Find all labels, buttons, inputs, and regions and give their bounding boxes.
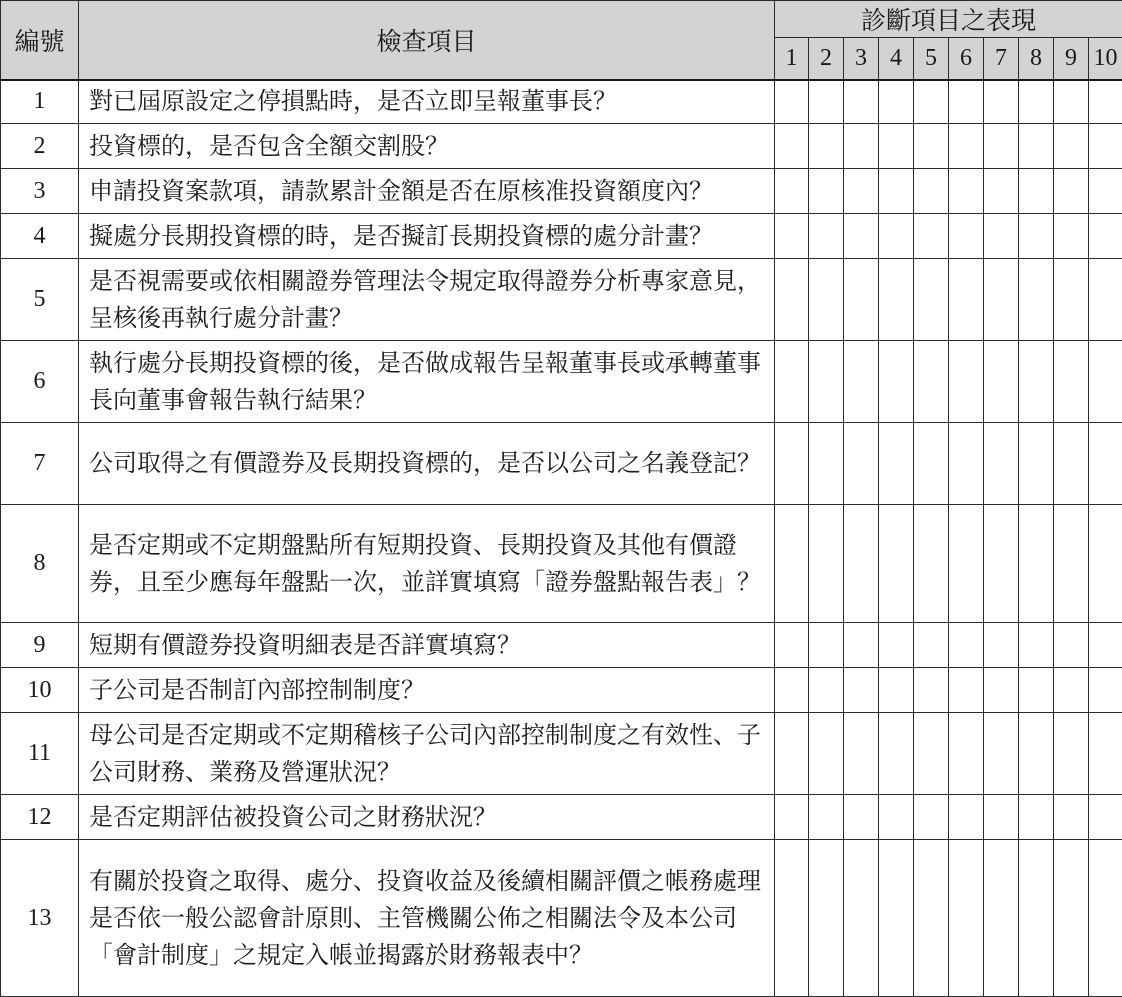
- table-row: [1, 505, 1122, 623]
- score-cell[interactable]: [984, 341, 1019, 423]
- score-cell[interactable]: [879, 505, 914, 623]
- score-cell[interactable]: [844, 124, 879, 169]
- table-row: [1, 840, 1122, 997]
- score-cell[interactable]: [1089, 124, 1122, 169]
- score-cell[interactable]: [809, 259, 844, 341]
- score-cell[interactable]: [1019, 623, 1054, 668]
- row-number: 1: [1, 80, 79, 124]
- score-cell[interactable]: [844, 423, 879, 505]
- score-cell[interactable]: [1019, 713, 1054, 795]
- score-cell[interactable]: [1019, 668, 1054, 713]
- row-number: 8: [1, 505, 79, 623]
- score-header-8: 8: [1019, 38, 1054, 80]
- score-cell[interactable]: [1089, 623, 1122, 668]
- check-item-text: 短期有價證券投資明細表是否詳實填寫？: [79, 623, 775, 668]
- row-number: 11: [1, 713, 79, 795]
- score-cell[interactable]: [1089, 668, 1122, 713]
- score-cell[interactable]: [844, 80, 879, 124]
- score-cell[interactable]: [1089, 341, 1122, 423]
- score-cell[interactable]: [984, 713, 1019, 795]
- table-row: [1, 214, 1122, 259]
- score-cell[interactable]: [844, 341, 879, 423]
- score-cell[interactable]: [879, 214, 914, 259]
- score-cell[interactable]: [1019, 259, 1054, 341]
- row-number: 9: [1, 623, 79, 668]
- score-cell[interactable]: [914, 795, 949, 840]
- score-cell[interactable]: [1019, 795, 1054, 840]
- score-header-7: 7: [984, 38, 1019, 80]
- score-cell[interactable]: [984, 668, 1019, 713]
- score-cell[interactable]: [844, 214, 879, 259]
- score-cell[interactable]: [949, 214, 984, 259]
- score-cell[interactable]: [879, 80, 914, 124]
- score-cell[interactable]: [775, 124, 809, 169]
- score-cell[interactable]: [914, 80, 949, 124]
- score-cell[interactable]: [844, 668, 879, 713]
- table-row: [1, 795, 1122, 840]
- score-cell[interactable]: [949, 80, 984, 124]
- score-cell[interactable]: [809, 840, 844, 997]
- score-header-6: 6: [949, 38, 984, 80]
- score-cell[interactable]: [1089, 169, 1122, 214]
- score-cell[interactable]: [879, 341, 914, 423]
- score-cell[interactable]: [1019, 169, 1054, 214]
- score-cell[interactable]: [844, 259, 879, 341]
- table-row: [1, 668, 1122, 713]
- check-item-text: 是否定期評估被投資公司之財務狀況？: [79, 795, 775, 840]
- score-cell[interactable]: [844, 713, 879, 795]
- score-cell[interactable]: [809, 214, 844, 259]
- score-cell[interactable]: [914, 423, 949, 505]
- score-cell[interactable]: [879, 259, 914, 341]
- score-cell[interactable]: [879, 623, 914, 668]
- score-header-10: 10: [1089, 38, 1122, 80]
- score-cell[interactable]: [1054, 623, 1089, 668]
- table-row: [1, 623, 1122, 668]
- score-cell[interactable]: [775, 423, 809, 505]
- score-cell[interactable]: [775, 795, 809, 840]
- row-number: 12: [1, 795, 79, 840]
- score-cell[interactable]: [809, 623, 844, 668]
- check-item-text: 有關於投資之取得、處分、投資收益及後續相關評價之帳務處理是否依一般公認會計原則、主管機關公佈之相關法令及本公司「會計制度」之規定入帳並揭露於財務報表中？: [79, 840, 775, 997]
- row-number: 3: [1, 169, 79, 214]
- score-cell[interactable]: [949, 423, 984, 505]
- score-cell[interactable]: [1089, 713, 1122, 795]
- score-header-9: 9: [1054, 38, 1089, 80]
- score-cell[interactable]: [949, 668, 984, 713]
- score-cell[interactable]: [809, 124, 844, 169]
- number-column-header: 編號: [1, 1, 79, 80]
- item-column-header: 檢查項目: [79, 1, 775, 80]
- score-cell[interactable]: [984, 623, 1019, 668]
- score-cell[interactable]: [879, 713, 914, 795]
- score-cell[interactable]: [844, 623, 879, 668]
- score-header-5: 5: [914, 38, 949, 80]
- table-row: [1, 169, 1122, 214]
- score-cell[interactable]: [809, 713, 844, 795]
- score-cell[interactable]: [984, 423, 1019, 505]
- score-cell[interactable]: [879, 169, 914, 214]
- score-cell[interactable]: [1054, 713, 1089, 795]
- row-number: 4: [1, 214, 79, 259]
- score-header-3: 3: [844, 38, 879, 80]
- row-number: 2: [1, 124, 79, 169]
- score-cell[interactable]: [1089, 80, 1122, 124]
- score-cell[interactable]: [1054, 169, 1089, 214]
- score-cell[interactable]: [914, 259, 949, 341]
- score-cell[interactable]: [949, 169, 984, 214]
- score-cell[interactable]: [984, 505, 1019, 623]
- score-cell[interactable]: [1019, 840, 1054, 997]
- score-cell[interactable]: [879, 840, 914, 997]
- score-cell[interactable]: [844, 840, 879, 997]
- score-cell[interactable]: [914, 713, 949, 795]
- score-cell[interactable]: [809, 423, 844, 505]
- table-row: [1, 341, 1122, 423]
- score-cell[interactable]: [1089, 795, 1122, 840]
- score-cell[interactable]: [1054, 124, 1089, 169]
- check-item-text: 執行處分長期投資標的後，是否做成報告呈報董事長或承轉董事長向董事會報告執行結果？: [79, 341, 775, 423]
- score-cell[interactable]: [914, 124, 949, 169]
- check-item-text: 母公司是否定期或不定期稽核子公司內部控制制度之有效性、子公司財務、業務及營運狀況？: [79, 713, 775, 795]
- score-cell[interactable]: [775, 840, 809, 997]
- row-number: 10: [1, 668, 79, 713]
- score-cell[interactable]: [914, 623, 949, 668]
- check-item-text: 子公司是否制訂內部控制制度？: [79, 668, 775, 713]
- score-cell[interactable]: [1019, 341, 1054, 423]
- score-cell[interactable]: [1054, 259, 1089, 341]
- score-cell[interactable]: [775, 214, 809, 259]
- check-item-text: 擬處分長期投資標的時，是否擬訂長期投資標的處分計畫？: [79, 214, 775, 259]
- score-cell[interactable]: [809, 795, 844, 840]
- score-cell[interactable]: [775, 80, 809, 124]
- score-cell[interactable]: [984, 80, 1019, 124]
- score-cell[interactable]: [984, 124, 1019, 169]
- score-cell[interactable]: [949, 623, 984, 668]
- score-cell[interactable]: [984, 259, 1019, 341]
- score-cell[interactable]: [879, 124, 914, 169]
- score-cell[interactable]: [879, 423, 914, 505]
- score-cell[interactable]: [984, 795, 1019, 840]
- score-cell[interactable]: [949, 124, 984, 169]
- score-cell[interactable]: [844, 795, 879, 840]
- score-cell[interactable]: [1019, 214, 1054, 259]
- score-cell[interactable]: [1054, 341, 1089, 423]
- score-cell[interactable]: [984, 214, 1019, 259]
- check-item-text: 公司取得之有價證券及長期投資標的，是否以公司之名義登記？: [79, 423, 775, 505]
- score-cell[interactable]: [1054, 795, 1089, 840]
- score-cell[interactable]: [844, 505, 879, 623]
- score-cell[interactable]: [775, 623, 809, 668]
- score-cell[interactable]: [1089, 214, 1122, 259]
- score-cell[interactable]: [775, 169, 809, 214]
- row-number: 6: [1, 341, 79, 423]
- score-cell[interactable]: [809, 169, 844, 214]
- score-cell[interactable]: [949, 713, 984, 795]
- score-header-1: 1: [775, 38, 809, 80]
- score-cell[interactable]: [1089, 505, 1122, 623]
- score-cell[interactable]: [1019, 124, 1054, 169]
- score-cell[interactable]: [1054, 840, 1089, 997]
- score-cell[interactable]: [1054, 668, 1089, 713]
- score-cell[interactable]: [949, 341, 984, 423]
- score-cell[interactable]: [984, 840, 1019, 997]
- score-cell[interactable]: [1019, 505, 1054, 623]
- score-cell[interactable]: [1054, 505, 1089, 623]
- score-cell[interactable]: [914, 668, 949, 713]
- row-number: 7: [1, 423, 79, 505]
- row-number: 5: [1, 259, 79, 341]
- score-cell[interactable]: [1054, 80, 1089, 124]
- score-cell[interactable]: [775, 341, 809, 423]
- score-cell[interactable]: [775, 505, 809, 623]
- check-item-text: 是否視需要或依相關證券管理法令規定取得證券分析專家意見，呈核後再執行處分計畫？: [79, 259, 775, 341]
- table-row: [1, 80, 1122, 124]
- score-cell[interactable]: [1054, 423, 1089, 505]
- score-cell[interactable]: [949, 505, 984, 623]
- score-cell[interactable]: [914, 214, 949, 259]
- score-cell[interactable]: [809, 80, 844, 124]
- score-cell[interactable]: [1054, 214, 1089, 259]
- row-number: 13: [1, 840, 79, 997]
- table-row: [1, 124, 1122, 169]
- check-item-text: 申請投資案款項，請款累計金額是否在原核准投資額度內？: [79, 169, 775, 214]
- score-cell[interactable]: [775, 713, 809, 795]
- score-cell[interactable]: [914, 505, 949, 623]
- check-item-text: 投資標的，是否包含全額交割股？: [79, 124, 775, 169]
- score-cell[interactable]: [1089, 423, 1122, 505]
- score-cell[interactable]: [984, 169, 1019, 214]
- score-cell[interactable]: [1089, 840, 1122, 997]
- score-cell[interactable]: [844, 169, 879, 214]
- score-cell[interactable]: [949, 795, 984, 840]
- score-cell[interactable]: [1019, 80, 1054, 124]
- score-cell[interactable]: [914, 341, 949, 423]
- check-item-text: 是否定期或不定期盤點所有短期投資、長期投資及其他有價證券，且至少應每年盤點一次，並詳實填寫「證券盤點報告表」？: [79, 505, 775, 623]
- score-cell[interactable]: [879, 795, 914, 840]
- score-cell[interactable]: [914, 169, 949, 214]
- score-cell[interactable]: [949, 259, 984, 341]
- score-cell[interactable]: [1089, 259, 1122, 341]
- score-header-2: 2: [809, 38, 844, 80]
- table-row: [1, 259, 1122, 341]
- score-cell[interactable]: [914, 840, 949, 997]
- score-cell[interactable]: [809, 341, 844, 423]
- score-cell[interactable]: [775, 259, 809, 341]
- diagnosis-column-header: 診斷項目之表現: [775, 1, 1122, 38]
- score-cell[interactable]: [879, 668, 914, 713]
- score-cell[interactable]: [1019, 423, 1054, 505]
- table-row: [1, 713, 1122, 795]
- score-header-4: 4: [879, 38, 914, 80]
- score-cell[interactable]: [809, 668, 844, 713]
- score-cell[interactable]: [809, 505, 844, 623]
- table-row: [1, 423, 1122, 505]
- check-item-text: 對已屆原設定之停損點時，是否立即呈報董事長？: [79, 80, 775, 124]
- score-cell[interactable]: [949, 840, 984, 997]
- score-cell[interactable]: [775, 668, 809, 713]
